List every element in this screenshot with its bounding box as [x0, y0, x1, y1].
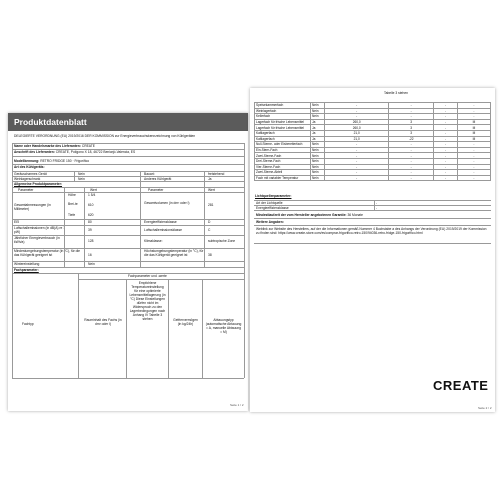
compartment-defrost: - [457, 158, 490, 164]
compartment-defrost: - [457, 170, 490, 176]
table-row [255, 175, 491, 181]
compartment-temp: - [389, 147, 434, 153]
light-class-value: - [376, 205, 378, 210]
page-number-1: Seite 1 / 2 [230, 403, 244, 407]
compartment-name: Lagerfach für frische Lebensmittel [255, 125, 311, 131]
compartment-name: Speisekammerfach [255, 103, 311, 109]
noise-value: 39 [88, 228, 92, 232]
compartment-present: Nein [311, 108, 325, 114]
light-type-label: Art der Lichtquelle [256, 200, 283, 205]
compartment-freeze: - [434, 153, 458, 159]
total-volume-value: 281 [208, 203, 214, 207]
other-value: Ja [208, 176, 212, 181]
compartment-defrost: M [457, 136, 490, 142]
compartment-defrost: - [457, 175, 490, 181]
regulation-text: DELEGIERTE VERORDNUNG (EU) 2019/2016 DER KOMMISSION zur Energieverbrauchskennzeichnung von Kühlgeräten [14, 134, 196, 138]
compartment-name: Fach mit variabler Temperatur [255, 175, 311, 181]
type-label: Art des Kühlgeräts: [14, 165, 45, 169]
compartment-present: Nein [311, 147, 325, 153]
general-title: Allgemeine Produktparameter: [14, 182, 63, 186]
compartment-defrost: - [457, 114, 490, 120]
datasheet-page-1 [8, 113, 248, 411]
compartment-name: Weinlagerfach [255, 108, 311, 114]
max-temp-label: Höchstumgebungstemperatur (in °C), für die das Kühlgerät geeignet ist [144, 249, 204, 257]
compartment-defrost: M [457, 125, 490, 131]
compartment-temp: 3 [389, 125, 434, 131]
dims-width-label: Brei-te [68, 202, 78, 206]
ee-class-value: D [208, 220, 211, 224]
compartment-volume: 21,0 [325, 130, 389, 136]
comp-col-temp: Empfohlene Temperatureinstellung für eine optimierte Lebensmittellagerung (in °C) Diese Einstellungen dürfen nicht im Widerspruch zu den Lagerbedingungen nach Anhang IV Tabelle 3 stehen [129, 281, 166, 321]
dims-height-label: Höhe [68, 193, 76, 197]
compartment-volume: - [325, 103, 389, 109]
compartment-freeze: - [434, 142, 458, 148]
compartment-title: Fachparameter: [14, 268, 39, 272]
page-title: Produktdatenblatt [8, 113, 248, 131]
compartment-volume: - [325, 114, 389, 120]
compartment-present: Nein [311, 103, 325, 109]
ee-class-label: Energieeffizienzklasse [144, 220, 177, 224]
compartment-temp: - [389, 103, 434, 109]
compartment-defrost: - [457, 153, 490, 159]
design-label: Bauart: [144, 171, 155, 176]
light-class-label: Energieeffizienzklasse [256, 205, 289, 210]
max-temp-value: 38 [208, 253, 212, 257]
comp-col-type: Fachtyp [22, 322, 34, 326]
compartment-present: Nein [311, 142, 325, 148]
winter-value: Nein [88, 262, 95, 266]
compartment-volume: - [325, 175, 389, 181]
dims-width: 610 [88, 203, 94, 207]
design-value: freistehend [208, 171, 225, 176]
other-label: Anderes Kühlgerät [144, 176, 172, 181]
compartment-volume: 260,0 [325, 125, 389, 131]
winter-label: Wintereinstellung [14, 262, 40, 266]
total-volume-label: Gesamtvolumen (in dm³ oder l) [144, 201, 190, 205]
comp-col-volume: Rauminhalt des Fachs (in dm³ oder l) [84, 318, 122, 326]
extra-title: Weitere Angaben: [256, 220, 284, 224]
climate-label: Klimaklasse: [144, 239, 163, 243]
compartment-volume: - [325, 142, 389, 148]
compartment-name: Vier-Sterne-Fach [255, 164, 311, 170]
compartment-volume: - [325, 170, 389, 176]
datasheet-page-2 [250, 88, 495, 412]
compartment-freeze: - [434, 114, 458, 120]
page-number-2: Seite 2 / 2 [478, 406, 492, 410]
compartment-table [254, 102, 491, 181]
compartment-freeze: - [434, 175, 458, 181]
param-header-a: Parameter [18, 187, 34, 192]
noise-class-label: Luftschallemissionsklasse [144, 228, 182, 232]
energy-label: Jährlicher Energieverbrauch (in kWh/a) [14, 236, 60, 244]
eei-value: 80 [88, 220, 92, 224]
compartment-volume: - [325, 108, 389, 114]
guarantee-label: Mindestlaufzeit der vom Hersteller angebotenen Garantie: [256, 213, 347, 217]
compartment-present: Nein [311, 175, 325, 181]
compartment-temp: - [389, 114, 434, 120]
compartment-freeze: - [434, 147, 458, 153]
compartment-freeze: - [434, 125, 458, 131]
light-title: Lichtquellenparameter: [255, 194, 292, 198]
compartment-freeze: - [434, 108, 458, 114]
compartment-temp: 3 [389, 119, 434, 125]
noise-label: Luftschallemissionen (in dB(A) re 1 pW) [14, 226, 66, 234]
table-note: Tabelle 3 stehen [383, 91, 408, 95]
compartment-freeze: - [434, 130, 458, 136]
compartment-volume: - [325, 153, 389, 159]
compartment-temp: - [389, 164, 434, 170]
dims-label: Gesamtabmessungen (in Millimeter) [14, 203, 51, 211]
compartment-defrost: - [457, 147, 490, 153]
compartment-present: Ja [311, 130, 325, 136]
wine-label: Weinlagerschrank [14, 176, 41, 181]
compartment-present: Ja [311, 119, 325, 125]
compartment-present: Ja [311, 136, 325, 142]
supplier-label: Name oder Handelsmarke des Lieferanten: [14, 144, 81, 148]
compartment-temp: -22 [389, 136, 434, 142]
compartment-temp: 3 [389, 130, 434, 136]
compartment-freeze: - [434, 170, 458, 176]
compartment-present: Nein [311, 114, 325, 120]
compartment-name: Zwei-Sterne-Fach [255, 153, 311, 159]
guarantee-value: 36 Monate [347, 213, 364, 217]
light-type-value: - [376, 200, 378, 205]
compartment-freeze: - [434, 119, 458, 125]
param-header-c: Parameter [148, 187, 164, 192]
compartment-temp: - [389, 108, 434, 114]
param-header-d: Wert [208, 187, 215, 192]
compartment-name: Ein-Stern-Fach [255, 147, 311, 153]
param-header-b: Wert [90, 187, 97, 192]
compartment-defrost: - [457, 164, 490, 170]
wine-value: Nein [78, 176, 85, 181]
model-label: Modellkennung: [14, 159, 40, 163]
compartment-volume: 260,0 [325, 119, 389, 125]
create-logo: CREATE [433, 378, 489, 393]
compartment-present: Nein [311, 164, 325, 170]
comp-col-freeze: Gefriervermögen (in kg/24h) [173, 318, 198, 326]
compartment-present: Ja [311, 125, 325, 131]
noise-class-value: C [208, 228, 211, 232]
compartment-name: Kaltlagerfach [255, 136, 311, 142]
comp-params-header: Fachparameter und -werte [128, 274, 167, 278]
compartment-present: Nein [311, 170, 325, 176]
compartment-temp: - [389, 170, 434, 176]
extra-text: Weblink zur Website des Herstellers, auf der die Informationen gemäß Nummer 4 Buchstabe a des Anhangs der Verordnung (EU) 2019/2019 der Kommission zu finden sind: https://www.create-store.com/es/comprar-frigorifico-retro-150/94036-retro-fridge-150-frigorifico.html [256, 227, 487, 235]
compartment-name: Drei-Sterne-Fach [255, 158, 311, 164]
climate-value: subtropische Zone [208, 239, 236, 243]
dims-depth-label: Tiefe [68, 213, 76, 217]
compartment-freeze: - [434, 136, 458, 142]
compartment-name: Null-Sterne- oder Eisbereiterfach [255, 142, 311, 148]
compartment-volume: 21,0 [325, 136, 389, 142]
compartment-volume: - [325, 158, 389, 164]
compartment-volume: - [325, 164, 389, 170]
compartment-name: Kaltlagerfach [255, 130, 311, 136]
compartment-present: Nein [311, 158, 325, 164]
address-label: Anschrift des Lieferanten: [14, 150, 55, 154]
compartment-temp: - [389, 153, 434, 159]
energy-value: 128 [88, 239, 94, 243]
supplier-value: CREATE [81, 144, 95, 148]
compartment-defrost: M [457, 119, 490, 125]
compartment-present: Nein [311, 153, 325, 159]
address-value: CREATE, Polígono X 18, 46722 Beniarjó-Valencia, ES [55, 150, 136, 154]
compartment-temp: - [389, 158, 434, 164]
compartment-defrost: M [457, 130, 490, 136]
compartment-freeze: - [434, 158, 458, 164]
compartment-name: Zwei-Sterne-Abteil [255, 170, 311, 176]
quiet-label: Geräuscharmes Gerät [14, 171, 47, 176]
model-value: RETRO FRIDGE 150 · Frigorífico [40, 159, 90, 163]
eei-label: EEI [14, 220, 20, 224]
compartment-freeze: - [434, 164, 458, 170]
min-temp-label: Mindestumgebungstemperatur (in °C), für die das Kühlgerät geeignet ist [14, 249, 81, 257]
dims-height: 1 5/4 [88, 193, 96, 197]
comp-col-defrost: Abtauungstyp (automatische Abtauung = A, manuelle Abtauung = M) [205, 318, 242, 334]
dims-depth: 620 [88, 213, 94, 217]
compartment-temp: - [389, 175, 434, 181]
compartment-defrost: - [457, 103, 490, 109]
compartment-name: Kellerfach [255, 114, 311, 120]
compartment-volume: - [325, 147, 389, 153]
quiet-value: Nein [78, 171, 85, 176]
compartment-freeze: - [434, 103, 458, 109]
compartment-defrost: - [457, 108, 490, 114]
compartment-temp: - [389, 142, 434, 148]
compartment-defrost: - [457, 142, 490, 148]
min-temp-value: 16 [88, 253, 92, 257]
compartment-name: Lagerfach für frische Lebensmittel [255, 119, 311, 125]
